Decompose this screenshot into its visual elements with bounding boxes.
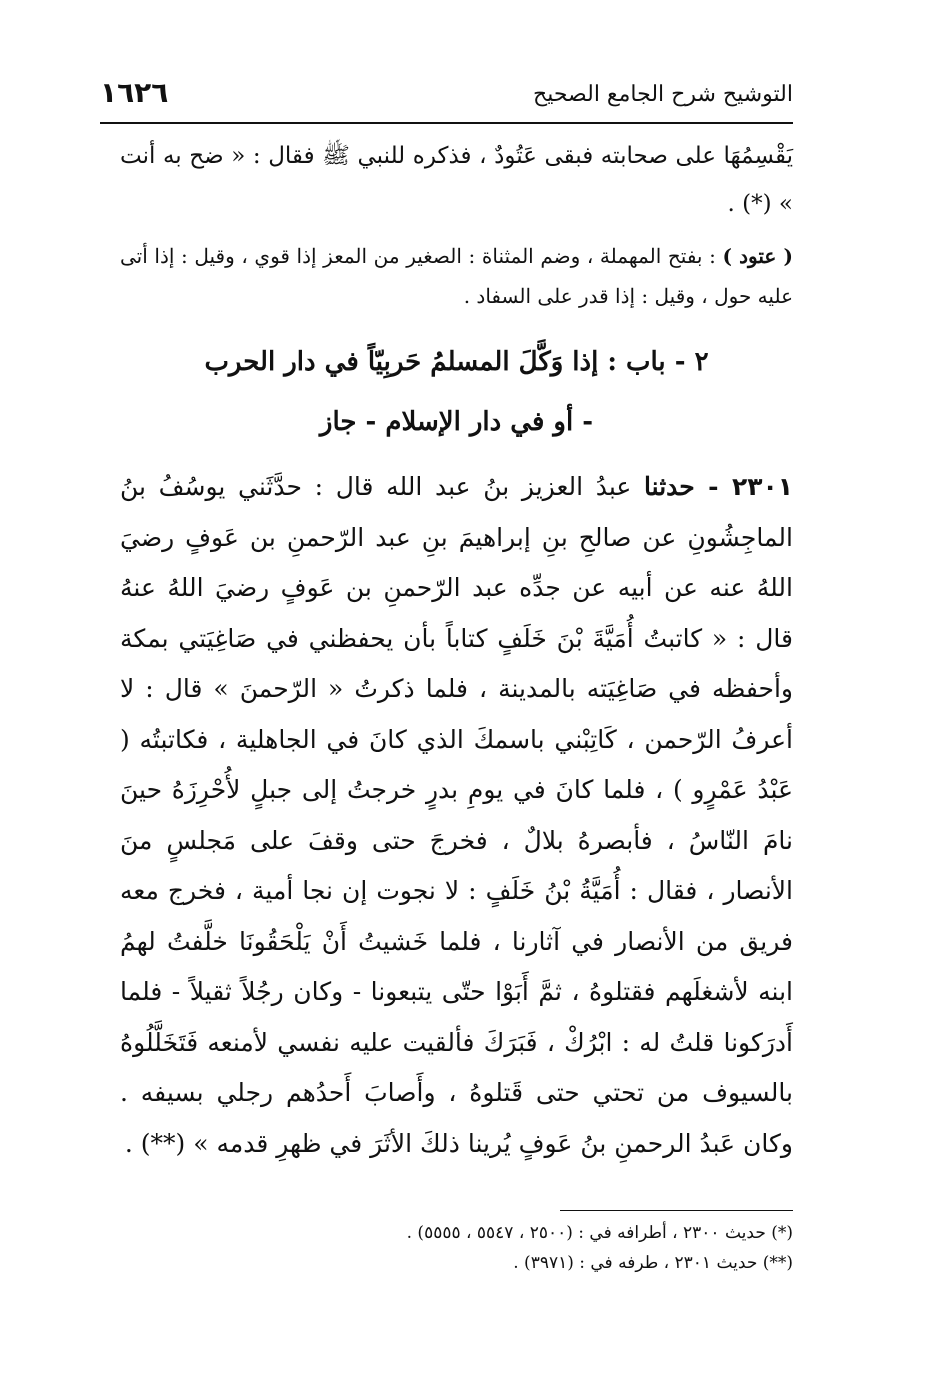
chapter-heading-line-1: ٢ - باب : إذا وَكَّلَ المسلمُ حَربِيّاً في دار الحرب [204, 347, 709, 377]
page-number: ١٦٢٦ [100, 76, 169, 109]
intro-paragraph: يَقْسِمُهَا على صحابته فبقى عَتُودٌ ، فذكره للنبي ﷺ فقال : « ضح به أنت » (*) . [120, 143, 793, 217]
hadith-number: ٢٣٠١ [731, 472, 794, 501]
gloss-term: ( عتود ) [722, 244, 793, 268]
hadith-paragraph [120, 462, 793, 1169]
running-title: التوشيح شرح الجامع الصحيح [533, 82, 793, 107]
page-header [100, 72, 793, 120]
header-rule [100, 122, 793, 124]
gloss-paragraph [120, 236, 793, 316]
footnotes [120, 1218, 793, 1278]
chapter-heading-line-2: - أو في دار الإسلام - جاز [319, 407, 594, 437]
footnote: (**) حديث ٢٣٠١ ، طرفه في : (٣٩٧١) . [513, 1253, 793, 1273]
hadith-lead: - حدثنا [644, 472, 732, 501]
hadith-text: عبدُ العزيز بنُ عبد الله قال : حدَّثَني يوسُفُ بنُ الماجِشُونِ عن صالحِ بنِ إبراهيمَ بنِ عبد الرّحمنِ بن عَوفٍ رضيَ اللهُ عنه عن أبيه عن جدِّه عبد الرّحمنِ بن عَوفٍ رضيَ اللهُ عنهُ قال : « كاتبتُ أُمَيَّةَ بْنَ خَلَفٍ كتاباً بأن يحفظني في صَاغِيَتي بمكة وأحفظه في صَاغِيَته بالمدينة ، فلما ذكرتُ « الرّحمنَ » قال : لا أعرفُ الرّحمن ، كَاتِبْني باسمكَ الذي كانَ في الجاهلية ، فكاتبتُه ( عَبْدُ عَمْرٍو ) ، فلما كانَ في يومِ بدرٍ خرجتُ إلى جبلٍ لأُحْرِزَهُ حينَ نامَ النّاسُ ، فأبصرهُ بلالٌ ، فخرجَ حتى وقفَ على مَجلسٍ منَ الأنصار ، فقال : أُمَيَّةُ بْنُ خَلَفٍ : لا نجوت إن نجا أمية ، فخرج معه فريق من الأنصار في آثارنا ، فلما خَشيتُ أَنْ يَلْحَقُونَا خلَّفتُ لهمُ ابنه لأشغلَهم فقتلوهُ ، ثمَّ أَبَوْا حتّى يتبعونا - وكان رجُلاً ثقيلاً - فلما أَدرَكونا قلتُ له : ابْرُكْ ، فَبَرَكَ فألقيت عليه نفسي لأمنعه فَتَخَلَّلُوهُ بالسيوف من تحتي حتى قَتلوهُ ، وأَصابَ أَحدُهم رجلي بسيفه . وكان عَبدُ الرحمنِ بنُ عَوفٍ يُرينا ذلكَ الأثَرَ في ظهرِ قدمه » (**) . [120, 472, 793, 1158]
footnote-rule [560, 1210, 793, 1211]
footnote: (*) حديث ٢٣٠٠ ، أطرافه في : (٢٥٠٠ ، ٥٥٤٧ ، ٥٥٥٥) . [406, 1223, 793, 1243]
gloss-text: : بفتح المهملة ، وضم المثناة : الصغير من المعز إذا قوي ، وقيل : إذا أتى عليه حول ، وقيل : إذا قدر على السفاد . [120, 244, 793, 308]
